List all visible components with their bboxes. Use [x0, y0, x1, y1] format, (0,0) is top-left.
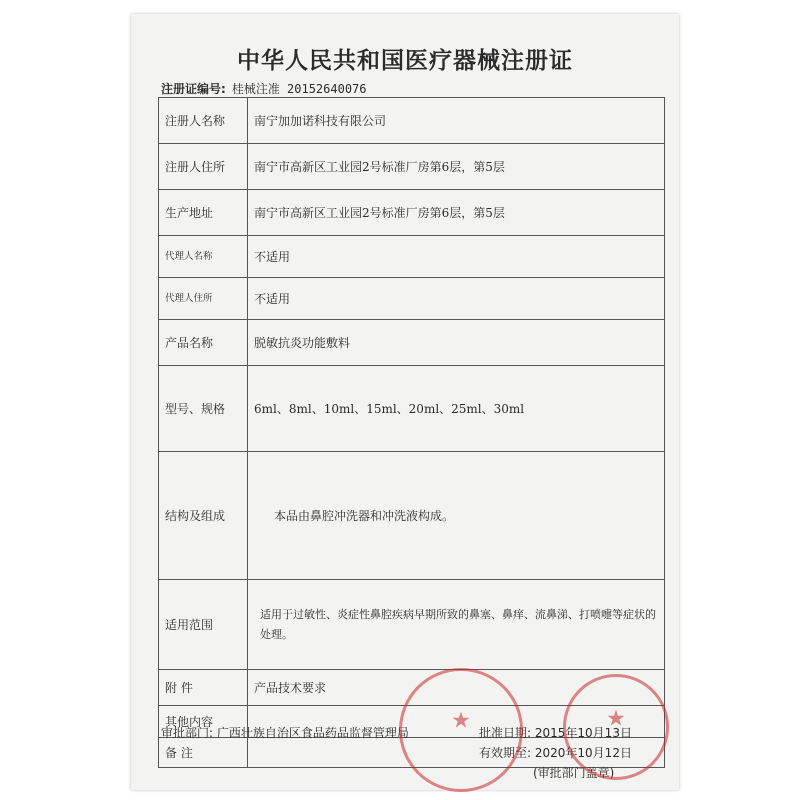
row-value: 6ml、8ml、10ml、15ml、20ml、25ml、30ml	[248, 366, 665, 452]
row-label: 生产地址	[159, 190, 248, 236]
registration-number-label: 注册证编号:	[161, 82, 226, 96]
row-value: 不适用	[248, 278, 665, 320]
table-row	[159, 278, 665, 320]
row-value: 脱敏抗炎功能敷料	[248, 320, 665, 366]
row-value: 南宁市高新区工业园2号标准厂房第6层，第5层	[248, 190, 665, 236]
valid-until-date: 2020年10月12日	[534, 746, 632, 760]
row-label: 注册人住所	[159, 144, 248, 190]
star-icon: ★	[606, 706, 626, 732]
row-value: 本品由鼻腔冲洗器和冲洗液构成。	[248, 452, 665, 580]
certificate-document	[131, 14, 679, 790]
table-row	[159, 236, 665, 278]
authority-name: 广西壮族自治区食品药品监督管理局	[216, 726, 409, 740]
star-icon: ★	[451, 708, 471, 734]
row-label: 备 注	[159, 738, 248, 768]
table-row	[159, 144, 665, 190]
row-label: 注册人名称	[159, 98, 248, 144]
registration-number-value: 桂械注准 20152640076	[231, 82, 367, 96]
registration-number	[161, 80, 367, 97]
row-label: 适用范围	[159, 580, 248, 670]
row-value: 适用于过敏性、炎症性鼻腔疾病早期所致的鼻塞、鼻痒、流鼻涕、打喷嚏等症状的处理。	[248, 580, 665, 670]
table-row	[159, 320, 665, 366]
document-title: 中华人民共和国医疗器械注册证	[237, 48, 573, 74]
table-row	[159, 98, 665, 144]
row-value: 南宁市高新区工业园2号标准厂房第6层，第5层	[248, 144, 665, 190]
approval-date: 2015年10月13日	[534, 726, 632, 740]
row-label: 型号、规格	[159, 366, 248, 452]
valid-until-label: 有效期至:	[479, 746, 532, 760]
official-seal-stamp	[399, 668, 523, 792]
table-row	[159, 580, 665, 670]
row-label: 代理人住所	[159, 278, 248, 320]
table-row	[159, 366, 665, 452]
authority-line	[161, 724, 409, 741]
row-label: 结构及组成	[159, 452, 248, 580]
row-label: 其他内容	[159, 706, 248, 738]
row-value: 不适用	[248, 236, 665, 278]
row-value: 产品技术要求	[248, 670, 665, 706]
row-label: 代理人名称	[159, 236, 248, 278]
table-row	[159, 190, 665, 236]
seal-note: (审批部门盖章)	[533, 766, 615, 780]
certificate-table	[158, 97, 665, 768]
row-label: 产品名称	[159, 320, 248, 366]
approval-seal-stamp	[563, 674, 669, 780]
row-label: 附 件	[159, 670, 248, 706]
table-row	[159, 452, 665, 580]
approval-date-label: 批准日期:	[479, 726, 532, 740]
authority-label: 审批部门:	[161, 726, 214, 740]
row-value: 南宁加加诺科技有限公司	[248, 98, 665, 144]
